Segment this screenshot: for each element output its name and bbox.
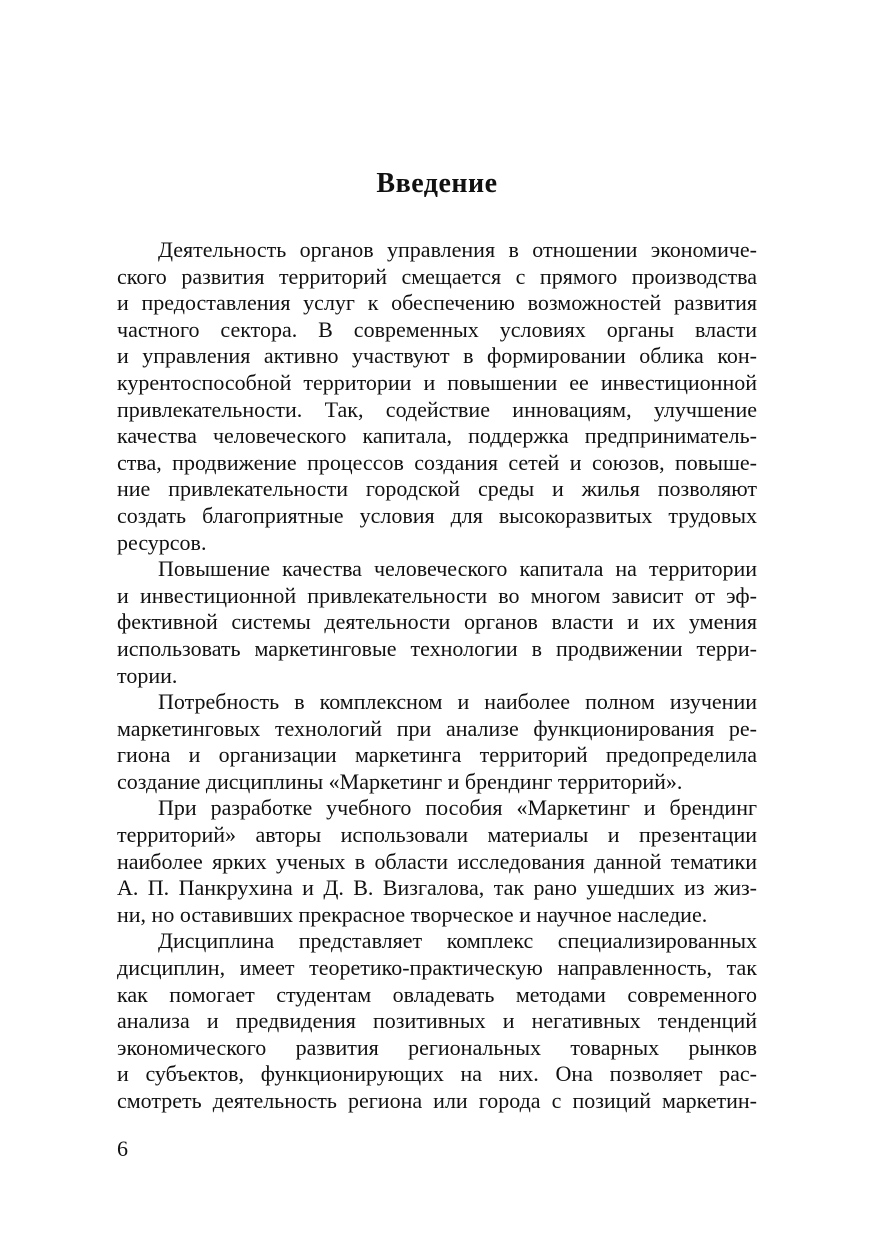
text-line: анализа и предвидения позитивных и негативных тенденций <box>117 1008 757 1034</box>
text-line: создать благоприятные условия для высокоразвитых трудовых <box>117 502 757 528</box>
text-line: привлекательности. Так, содействие инновациям, улучшение <box>117 396 757 422</box>
text-line: как помогает студентам овладевать методами современного <box>117 981 757 1007</box>
text-line: ни, но оставивших прекрасное творческое и научное наследие. <box>117 901 708 927</box>
text-line: ства, продвижение процессов создания сетей и союзов, повыше- <box>117 449 757 475</box>
text-line: Повышение качества человеческого капитала на территории <box>158 556 757 582</box>
text-line: и инвестиционной привлекательности во многом зависит от эф- <box>117 582 757 608</box>
text-line: экономического развития региональных товарных рынков <box>117 1034 757 1060</box>
paragraph <box>117 556 757 689</box>
section-title: Введение <box>376 168 498 199</box>
text-line: ние привлекательности городской среды и жилья позволяют <box>117 476 757 502</box>
text-line: курентоспособной территории и повышении ее инвестиционной <box>117 369 757 395</box>
text-line: и управления активно участвуют в формировании облика кон- <box>117 343 757 369</box>
text-line: фективной системы деятельности органов власти и их умения <box>117 609 757 635</box>
paragraph <box>117 237 757 556</box>
paragraph <box>117 928 757 1114</box>
body-text <box>117 237 757 1115</box>
text-line: Дисциплина представляет комплекс специализированных <box>158 928 757 954</box>
text-line: А. П. Панкрухина и Д. В. Визгалова, так рано ушедших из жиз- <box>117 875 757 901</box>
text-line: маркетинговых технологий при анализе функционирования ре- <box>117 715 757 741</box>
text-line: Потребность в комплексном и наиболее полном изучении <box>158 689 757 715</box>
text-line: и субъектов, функционирующих на них. Она позволяет рас- <box>117 1061 757 1087</box>
text-line: тории. <box>117 662 178 688</box>
paragraph <box>117 795 757 928</box>
text-line: гиона и организации маркетинга территорий предопределила <box>117 742 757 768</box>
text-line: дисциплин, имеет теоретико-практическую направленность, так <box>117 955 757 981</box>
text-line: ского развития территорий смещается с прямого производства <box>117 263 757 289</box>
paragraph <box>117 689 757 795</box>
text-line: качества человеческого капитала, поддержка предприниматель- <box>117 423 757 449</box>
text-line: наиболее ярких ученых в области исследования данной тематики <box>117 848 757 874</box>
text-line: и предоставления услуг к обеспечению возможностей развития <box>117 290 757 316</box>
text-line: Деятельность органов управления в отношении экономиче- <box>158 237 757 262</box>
text-line: создание дисциплины «Маркетинг и брендинг территорий». <box>117 768 683 794</box>
text-line: При разработке учебного пособия «Маркетинг и брендинг <box>158 795 757 821</box>
text-line: ресурсов. <box>117 529 207 555</box>
text-line: территорий» авторы использовали материалы и презентации <box>117 822 757 848</box>
text-line: использовать маркетинговые технологии в продвижении терри- <box>117 635 757 661</box>
text-line: смотреть деятельность региона или города с позиций маркетин- <box>117 1088 757 1113</box>
page-number: 6 <box>117 1136 128 1161</box>
text-line: частного сектора. В современных условиях органы власти <box>117 316 757 342</box>
